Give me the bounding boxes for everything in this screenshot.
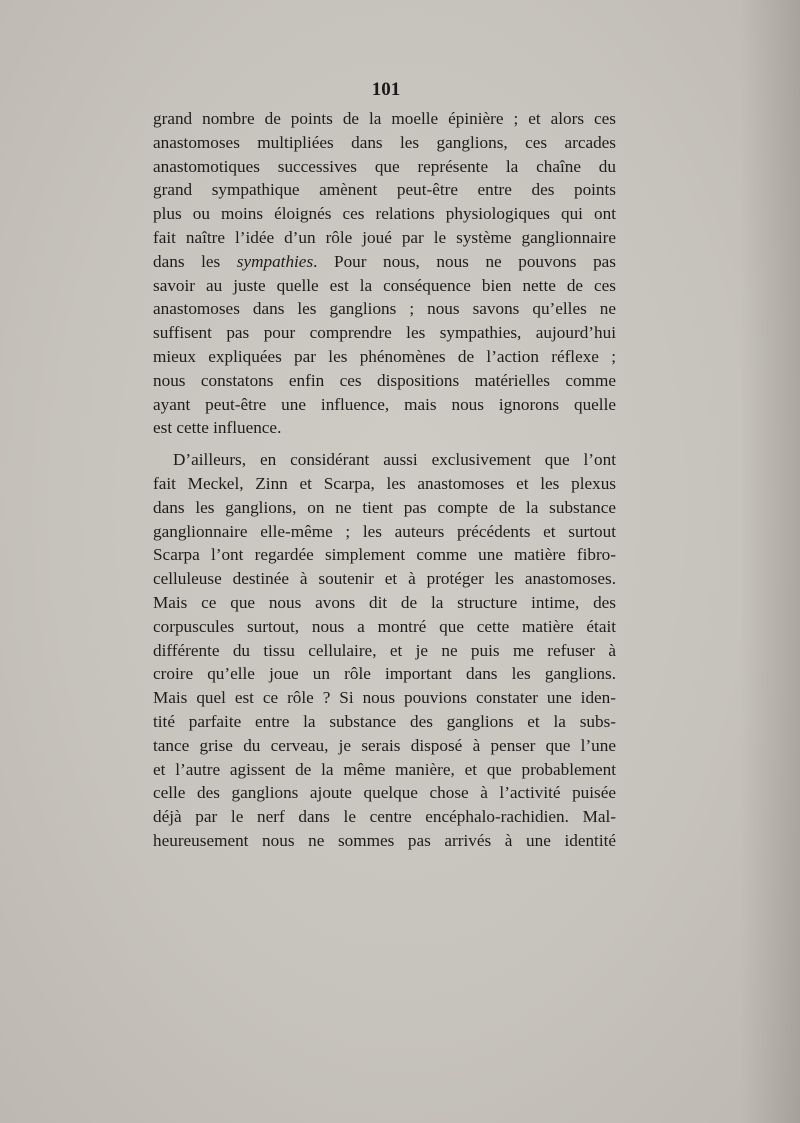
text-line: anastomotiques successives que représente la chaîne du (153, 156, 616, 176)
paragraph-2 (153, 448, 616, 853)
text-line: dans les ganglions, on ne tient pas compte de la substance (153, 497, 616, 517)
body-text (153, 107, 616, 853)
text-line: anastomoses multipliées dans les ganglions, ces arcades (153, 132, 616, 152)
text-line: celle des ganglions ajoute quelque chose à l’activité puisée (153, 783, 616, 803)
page-edge-shadow (740, 0, 800, 1123)
text-line: savoir au juste quelle est la conséquence bien nette de ces (153, 275, 616, 295)
text-line: suffisent pas pour comprendre les sympathies, aujourd’hui (153, 323, 616, 343)
text-line: heureusement nous ne sommes pas arrivés à une identité (153, 830, 616, 850)
text-line: tité parfaite entre la substance des ganglions et la subs- (153, 711, 616, 731)
text-line: déjà par le nerf dans le centre encéphalo-rachidien. Mal- (153, 807, 616, 827)
text-line-with-italic (153, 250, 616, 274)
text-line: fait Meckel, Zinn et Scarpa, les anastomoses et les plexus (153, 473, 616, 493)
paragraph-1 (153, 107, 616, 440)
text-line: Mais ce que nous avons dit de la structure intime, des (153, 592, 616, 612)
text-segment: . Pour nous, nous ne pouvons pas (313, 251, 616, 271)
text-line: ganglionnaire elle-même ; les auteurs précédents et surtout (153, 521, 616, 541)
italic-term: sympathies (236, 251, 314, 271)
text-line: D’ailleurs, en considérant aussi exclusivement que l’ont (173, 450, 616, 470)
text-line: fait naître l’idée d’un rôle joué par le système ganglionnaire (153, 227, 616, 247)
text-line: Mais quel est ce rôle ? Si nous pouvions constater une iden- (153, 688, 616, 708)
text-line: grand sympathique amènent peut-être entre des points (153, 180, 616, 200)
text-line: nous constatons enfin ces dispositions matérielles comme (153, 370, 616, 390)
text-line: celluleuse destinée à soutenir et à protéger les anastomoses. (153, 569, 616, 589)
text-line: plus ou moins éloignés ces relations physiologiques qui ont (153, 204, 616, 224)
text-line: Scarpa l’ont regardée simplement comme une matière fibro- (153, 545, 616, 565)
text-line: ayant peut-être une influence, mais nous ignorons quelle (153, 394, 616, 414)
text-line: croire qu’elle joue un rôle important dans les ganglions. (153, 664, 616, 684)
text-segment: dans les (153, 251, 237, 271)
paragraph-gap (153, 440, 616, 448)
page-number: 101 (371, 79, 401, 100)
text-line: est cette influence. (153, 418, 282, 438)
text-line: tance grise du cerveau, je serais disposé à penser que l’une (153, 735, 616, 755)
text-line: et l’autre agissent de la même manière, et que probablement (153, 759, 616, 779)
text-line: grand nombre de points de la moelle épinière ; et alors ces (153, 109, 616, 128)
text-line: mieux expliquées par les phénomènes de l’action réflexe ; (153, 346, 616, 366)
text-line: anastomoses dans les ganglions ; nous savons qu’elles ne (153, 299, 616, 319)
text-line: différente du tissu cellulaire, et je ne puis me refuser à (153, 640, 616, 660)
text-line: corpuscules surtout, nous a montré que cette matière était (153, 616, 616, 636)
